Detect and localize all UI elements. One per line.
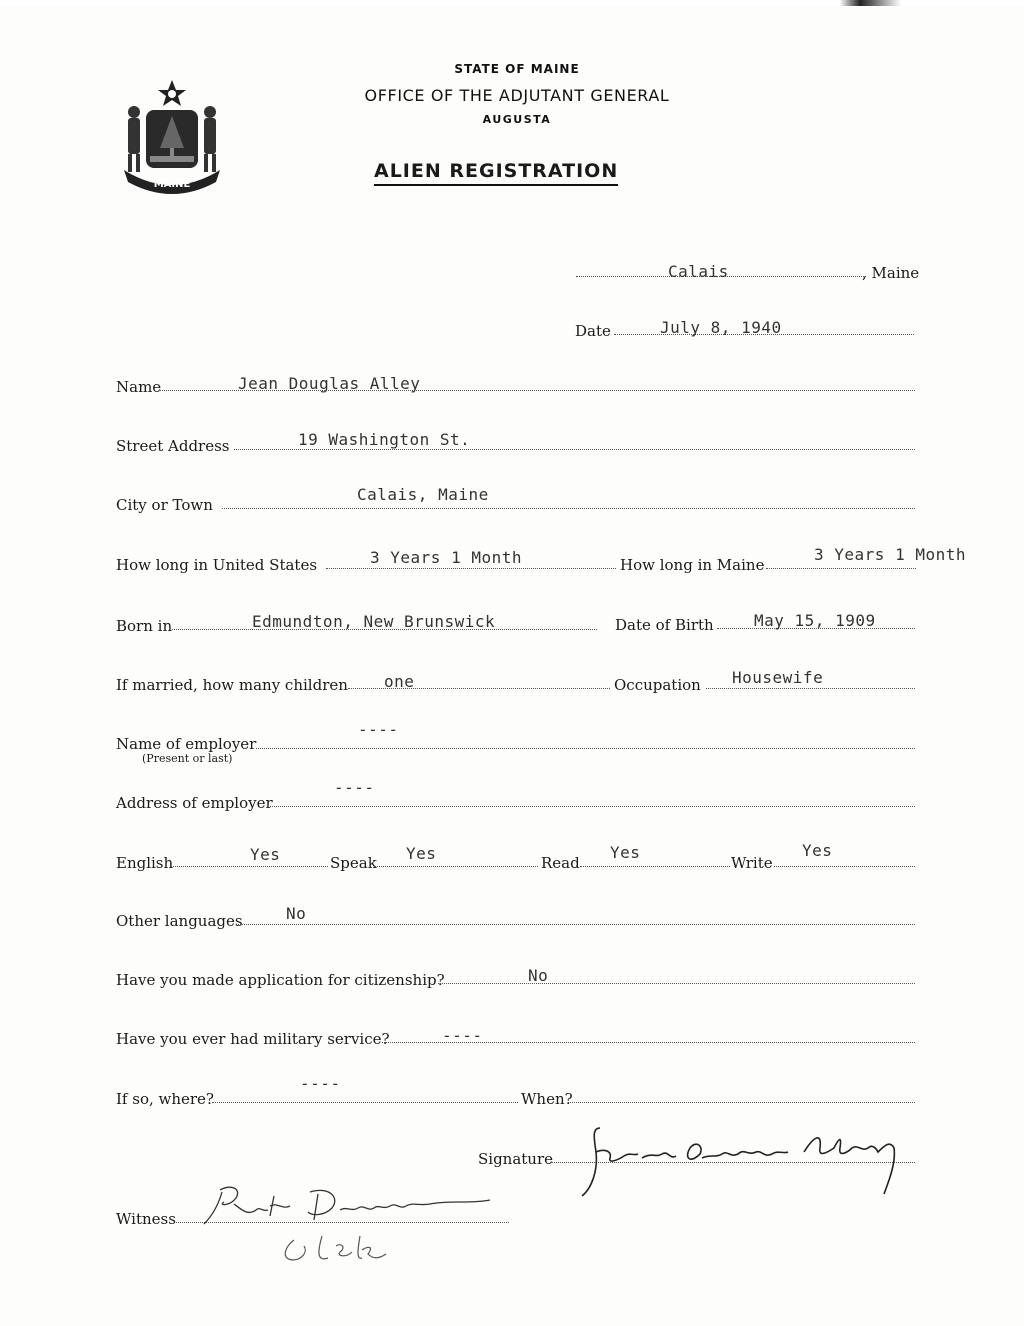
speak-line bbox=[374, 866, 538, 867]
english-line bbox=[170, 866, 328, 867]
witness-signature bbox=[200, 1176, 500, 1276]
other-languages-line bbox=[238, 924, 915, 925]
military-label: Have you ever had military service? bbox=[116, 1030, 390, 1048]
english-label: English bbox=[116, 854, 174, 872]
employer-name-line bbox=[256, 748, 915, 749]
write-value: Yes bbox=[802, 841, 833, 860]
state-heading: STATE OF MAINE bbox=[454, 62, 580, 76]
birth-date-value: May 15, 1909 bbox=[754, 611, 876, 630]
employer-address-value: ---- bbox=[334, 778, 375, 797]
other-languages-value: No bbox=[286, 904, 307, 923]
speak-value: Yes bbox=[406, 844, 437, 863]
us-duration-label: How long in United States bbox=[116, 556, 318, 574]
date-value: July 8, 1940 bbox=[660, 318, 782, 337]
citizenship-label: Have you made application for citizenship? bbox=[116, 971, 445, 989]
seal-banner-text: MAINE bbox=[153, 179, 191, 190]
maine-duration-line bbox=[766, 568, 916, 569]
occupation-line bbox=[706, 688, 915, 689]
maine-duration-value: 3 Years 1 Month bbox=[814, 545, 966, 564]
read-line bbox=[580, 866, 730, 867]
city-line bbox=[222, 508, 915, 509]
citizenship-value: No bbox=[528, 966, 549, 985]
other-languages-label: Other languages bbox=[116, 912, 243, 930]
write-label: Write bbox=[731, 854, 773, 872]
name-label: Name bbox=[116, 378, 162, 396]
location-value: Calais bbox=[668, 262, 729, 281]
employer-name-sublabel: (Present or last) bbox=[142, 752, 233, 765]
city-value: Calais, Maine bbox=[357, 485, 489, 504]
where-value: ---- bbox=[300, 1074, 341, 1093]
witness-label: Witness bbox=[116, 1210, 176, 1228]
employer-address-label: Address of employer bbox=[116, 794, 273, 812]
signature-label: Signature bbox=[478, 1150, 554, 1168]
street-line bbox=[234, 449, 915, 450]
children-label: If married, how many children bbox=[116, 676, 348, 694]
office-heading: OFFICE OF THE ADJUTANT GENERAL bbox=[364, 86, 670, 105]
military-value: ---- bbox=[442, 1026, 483, 1045]
english-value: Yes bbox=[250, 845, 281, 864]
scan-edge-mark bbox=[0, 0, 1024, 6]
birth-date-label: Date of Birth bbox=[615, 616, 714, 634]
speak-label: Speak bbox=[330, 854, 377, 872]
form-title: ALIEN REGISTRATION bbox=[374, 160, 618, 186]
city-heading: AUGUSTA bbox=[482, 113, 552, 126]
born-in-label: Born in bbox=[116, 617, 173, 635]
location-suffix: , Maine bbox=[862, 264, 920, 282]
employer-name-label: Name of employer bbox=[116, 735, 257, 753]
employer-name-value: ---- bbox=[358, 720, 399, 739]
applicant-signature bbox=[572, 1118, 912, 1204]
children-value: one bbox=[384, 672, 415, 691]
maine-duration-label: How long in Maine bbox=[620, 556, 765, 574]
when-line bbox=[570, 1102, 915, 1103]
where-label: If so, where? bbox=[116, 1090, 214, 1108]
occupation-label: Occupation bbox=[614, 676, 701, 694]
date-label: Date bbox=[575, 322, 611, 340]
read-value: Yes bbox=[610, 843, 641, 862]
street-value: 19 Washington St. bbox=[298, 430, 471, 449]
when-label: When? bbox=[521, 1090, 573, 1108]
occupation-value: Housewife bbox=[732, 668, 824, 687]
us-duration-value: 3 Years 1 Month bbox=[370, 548, 522, 567]
name-value: Jean Douglas Alley bbox=[238, 374, 421, 393]
street-label: Street Address bbox=[116, 437, 230, 455]
read-label: Read bbox=[541, 854, 580, 872]
where-line bbox=[212, 1102, 518, 1103]
us-duration-line bbox=[326, 568, 616, 569]
write-line bbox=[774, 866, 915, 867]
citizenship-line bbox=[438, 983, 915, 984]
born-in-value: Edmundton, New Brunswick bbox=[252, 612, 496, 631]
city-label: City or Town bbox=[116, 496, 213, 514]
employer-address-line bbox=[270, 806, 915, 807]
